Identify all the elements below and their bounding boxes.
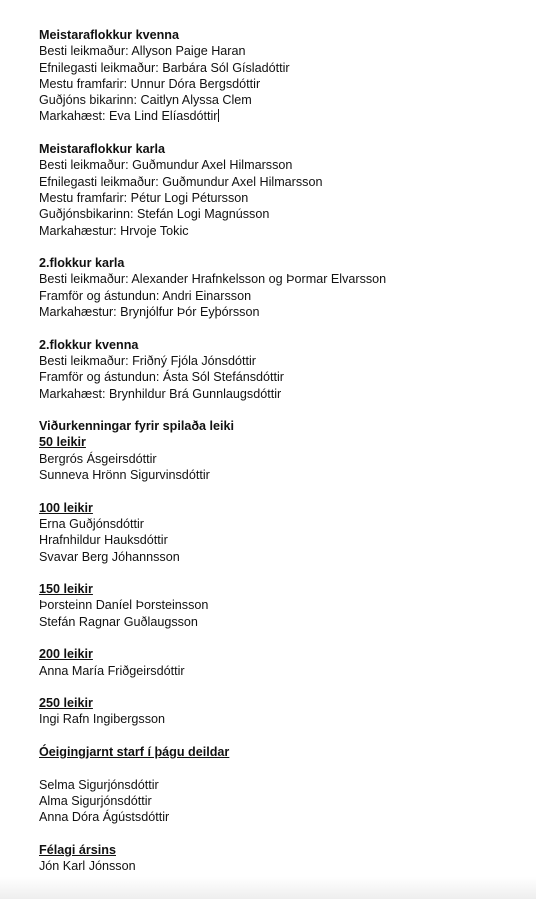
spacer	[39, 402, 519, 418]
subheading-100-games: 100 leikir	[39, 500, 93, 515]
section-title-2fl-kvenna: 2.flokkur kvenna	[39, 337, 139, 352]
document-body[interactable]	[39, 27, 519, 874]
spacer	[39, 760, 519, 776]
spacer	[39, 125, 519, 141]
award-line: Mestu framfarir: Pétur Logi Pétursson	[39, 190, 249, 205]
award-line: Guðjóns bikarinn: Caitlyn Alyssa Clem	[39, 93, 252, 108]
spacer	[39, 483, 519, 499]
award-line: Mestu framfarir: Unnur Dóra Bergsdóttir	[39, 76, 261, 91]
spacer	[39, 679, 519, 695]
award-line: Framför og ástundun: Andri Einarsson	[39, 288, 252, 303]
page-bottom-edge	[0, 877, 536, 899]
spacer	[39, 565, 519, 581]
name-line: Ingi Rafn Ingibergsson	[39, 712, 166, 727]
award-line: Efnilegasti leikmaður: Barbára Sól Gísladóttir	[39, 60, 290, 75]
spacer	[39, 320, 519, 336]
name-line: Svavar Berg Jóhannsson	[39, 549, 180, 564]
award-line: Markahæst: Brynhildur Brá Gunnlaugsdóttir	[39, 386, 282, 401]
subheading-150-games: 150 leikir	[39, 582, 93, 597]
text-caret	[218, 109, 219, 122]
award-line-text: Markahæst: Eva Lind Elíasdóttir	[39, 109, 218, 124]
name-line: Stefán Ragnar Guðlaugsson	[39, 614, 198, 629]
spacer	[39, 728, 519, 744]
spacer	[39, 826, 519, 842]
award-line: Markahæstur: Brynjólfur Þór Eyþórsson	[39, 305, 260, 320]
name-line: Anna Dóra Ágústsdóttir	[39, 810, 170, 825]
subheading-50-games: 50 leikir	[39, 435, 86, 450]
name-line: Alma Sigurjónsdóttir	[39, 793, 152, 808]
name-line: Erna Guðjónsdóttir	[39, 516, 145, 531]
award-line: Besti leikmaður: Guðmundur Axel Hilmarsson	[39, 158, 293, 173]
name-line: Hrafnhildur Hauksdóttir	[39, 533, 168, 548]
award-line: Framför og ástundun: Ásta Sól Stefánsdóttir	[39, 370, 285, 385]
subheading-200-games: 200 leikir	[39, 647, 93, 662]
award-line: Besti leikmaður: Alexander Hrafnkelsson og Þormar Elvarsson	[39, 272, 387, 287]
section-title-member-of-year: Félagi ársins	[39, 842, 116, 857]
section-title-games: Viðurkenningar fyrir spilaða leiki	[39, 419, 235, 434]
award-line: Besti leikmaður: Allyson Paige Haran	[39, 44, 246, 59]
award-line: Guðjónsbikarinn: Stefán Logi Magnússon	[39, 207, 270, 222]
subheading-250-games: 250 leikir	[39, 696, 93, 711]
section-title-mfl-karla: Meistaraflokkur karla	[39, 142, 165, 157]
name-line: Jón Karl Jónsson	[39, 859, 136, 874]
award-line: Efnilegasti leikmaður: Guðmundur Axel Hilmarsson	[39, 174, 323, 189]
name-line: Þorsteinn Daníel Þorsteinsson	[39, 598, 209, 613]
award-line: Markahæstur: Hrvoje Tokic	[39, 223, 189, 238]
award-line-with-caret[interactable]	[39, 108, 519, 124]
section-title-mfl-kvenna: Meistaraflokkur kvenna	[39, 28, 179, 42]
section-title-volunteer: Óeigingjarnt starf í þágu deildar	[39, 745, 230, 760]
spacer	[39, 630, 519, 646]
name-line: Anna María Friðgeirsdóttir	[39, 663, 185, 678]
name-line: Sunneva Hrönn Sigurvinsdóttir	[39, 468, 210, 483]
name-line: Bergrós Ásgeirsdóttir	[39, 451, 157, 466]
name-line: Selma Sigurjónsdóttir	[39, 777, 159, 792]
spacer	[39, 239, 519, 255]
section-title-2fl-karla: 2.flokkur karla	[39, 256, 125, 271]
award-line: Besti leikmaður: Friðný Fjóla Jónsdóttir	[39, 353, 256, 368]
